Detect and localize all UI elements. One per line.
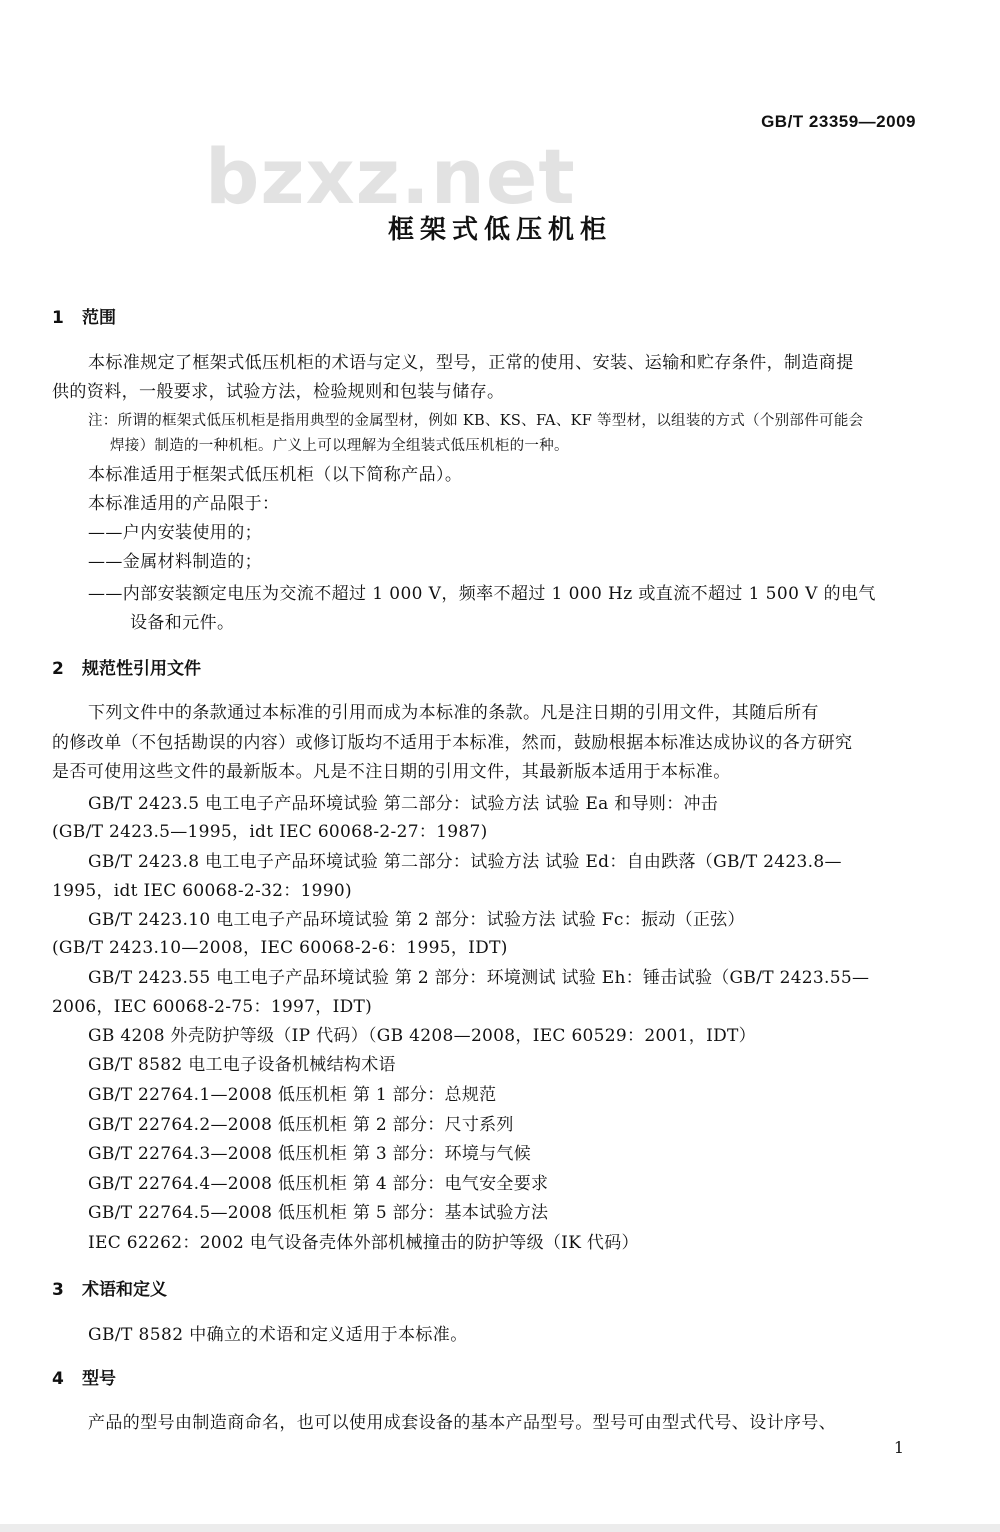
reference-item: (GB/T 2423.10—2008，IEC 60068-2-6：1995，IDT) bbox=[52, 938, 508, 958]
paragraph: 是否可使用这些文件的最新版本。凡是不注日期的引用文件，其最新版本适用于本标准。 bbox=[52, 762, 731, 782]
paragraph: 下列文件中的条款通过本标准的引用而成为本标准的条款。凡是注日期的引用文件，其随后所有 bbox=[88, 703, 819, 723]
reference-item: GB/T 8582 电工电子设备机械结构术语 bbox=[88, 1055, 396, 1075]
reference-item: GB/T 2423.55 电工电子产品环境试验 第 2 部分：环境测试 试验 Eh：锤击试验（GB/T 2423.55— bbox=[88, 968, 870, 988]
page-bottom-edge bbox=[0, 1524, 1000, 1532]
note: 焊接）制造的一种机柜。广义上可以理解为全组装式低压机柜的一种。 bbox=[110, 438, 569, 454]
section-title: 规范性引用文件 bbox=[82, 659, 201, 679]
standard-number: GB/T 23359—2009 bbox=[761, 112, 916, 131]
section-title: 型号 bbox=[82, 1369, 116, 1389]
section-title: 术语和定义 bbox=[82, 1280, 167, 1300]
paragraph: 本标准适用于框架式低压机柜（以下简称产品）。 bbox=[88, 465, 463, 485]
paragraph: GB/T 8582 中确立的术语和定义适用于本标准。 bbox=[88, 1325, 468, 1345]
reference-item: GB/T 2423.8 电工电子产品环境试验 第二部分：试验方法 试验 Ed：自由跌落（GB/T 2423.8— bbox=[88, 852, 842, 872]
reference-item: GB/T 2423.10 电工电子产品环境试验 第 2 部分：试验方法 试验 Fc：振动（正弦） bbox=[88, 910, 745, 930]
note: 注：所谓的框架式低压机柜是指用典型的金属型材，例如 KB、KS、FA、KF 等型材，以组装的方式（个别部件可能会 bbox=[88, 413, 864, 429]
section-title: 范围 bbox=[82, 308, 116, 328]
list-item: ——户内安装使用的； bbox=[88, 523, 262, 543]
list-item: ——内部安装额定电压为交流不超过 1 000 V，频率不超过 1 000 Hz 或直流不超过 1 500 V 的电气 bbox=[88, 584, 876, 604]
section-3-heading bbox=[52, 1275, 167, 1300]
section-number: 2 bbox=[52, 659, 64, 679]
section-number: 4 bbox=[52, 1369, 64, 1389]
paragraph: 本标准规定了框架式低压机柜的术语与定义，型号，正常的使用、安装、运输和贮存条件，制造商提 bbox=[88, 353, 854, 373]
reference-item: GB 4208 外壳防护等级（IP 代码）（GB 4208—2008，IEC 60529：2001，IDT） bbox=[88, 1026, 756, 1046]
paragraph: 供的资料，一般要求，试验方法，检验规则和包装与储存。 bbox=[52, 382, 505, 402]
reference-item: GB/T 22764.5—2008 低压机柜 第 5 部分：基本试验方法 bbox=[88, 1203, 549, 1223]
reference-item: (GB/T 2423.5—1995，idt IEC 60068-2-27：1987) bbox=[52, 822, 488, 842]
list-item: 设备和元件。 bbox=[130, 613, 235, 633]
section-1-heading bbox=[52, 303, 116, 328]
reference-item: GB/T 22764.4—2008 低压机柜 第 4 部分：电气安全要求 bbox=[88, 1174, 549, 1194]
paragraph: 产品的型号由制造商命名，也可以使用成套设备的基本产品型号。型号可由型式代号、设计序号、 bbox=[88, 1413, 837, 1433]
section-number: 3 bbox=[52, 1280, 64, 1300]
paragraph: 的修改单（不包括勘误的内容）或修订版均不适用于本标准，然而，鼓励根据本标准达成协议的各方研究 bbox=[52, 733, 853, 753]
document-title: 框架式低压机柜 bbox=[387, 215, 612, 245]
reference-item: GB/T 22764.1—2008 低压机柜 第 1 部分：总规范 bbox=[88, 1085, 497, 1105]
paragraph: 本标准适用的产品限于： bbox=[88, 494, 280, 514]
section-number: 1 bbox=[52, 308, 64, 328]
reference-item: 2006，IEC 60068-2-75：1997，IDT) bbox=[52, 997, 373, 1017]
list-item: ——金属材料制造的； bbox=[88, 552, 262, 572]
reference-item: 1995，idt IEC 60068-2-32：1990) bbox=[52, 881, 352, 901]
page-number: 1 bbox=[893, 1438, 904, 1457]
reference-item: GB/T 22764.3—2008 低压机柜 第 3 部分：环境与气候 bbox=[88, 1144, 532, 1164]
reference-item: GB/T 22764.2—2008 低压机柜 第 2 部分：尺寸系列 bbox=[88, 1115, 514, 1135]
reference-item: GB/T 2423.5 电工电子产品环境试验 第二部分：试验方法 试验 Ea 和导则：冲击 bbox=[88, 794, 719, 814]
section-2-heading bbox=[52, 654, 201, 679]
watermark: bzxz.net bbox=[205, 132, 576, 221]
section-4-heading bbox=[52, 1364, 116, 1389]
reference-item: IEC 62262：2002 电气设备壳体外部机械撞击的防护等级（IK 代码） bbox=[88, 1233, 639, 1253]
